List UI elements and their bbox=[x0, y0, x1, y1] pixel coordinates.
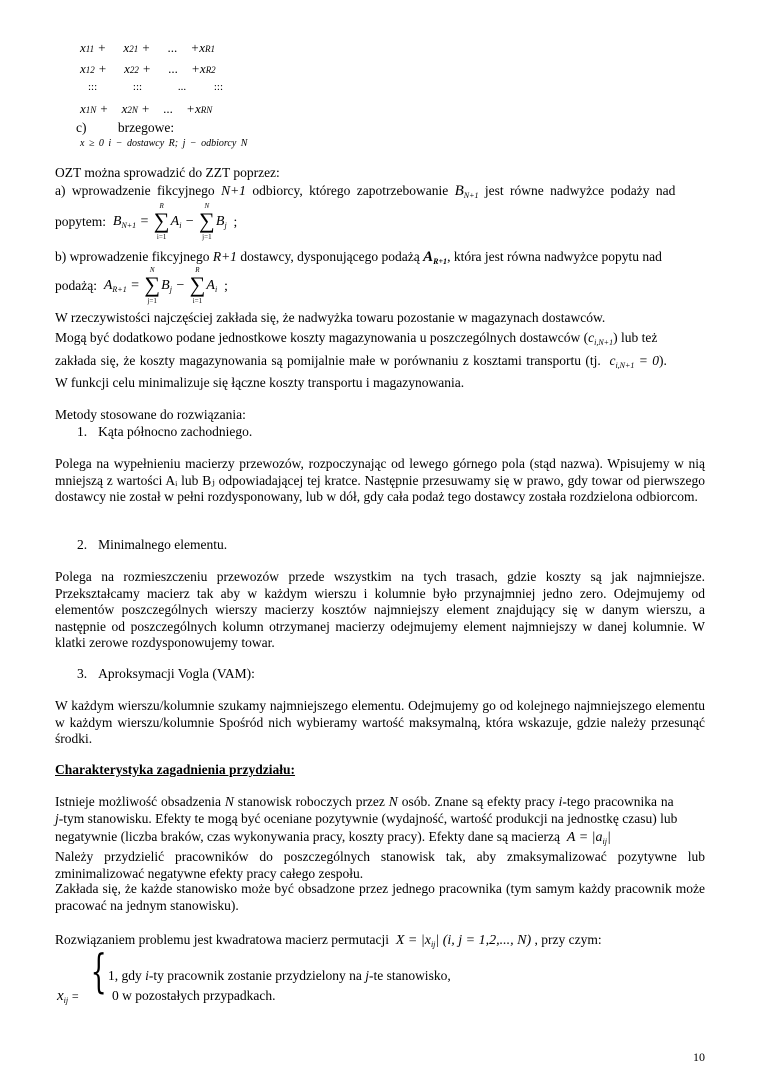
reality-line1: W rzeczywistości najczęściej zakłada się, że nadwyżka towaru pozostanie w magazynach dostawców. bbox=[55, 310, 606, 325]
formula-bn1: $B_{N+1}$ = R ∑ i=1 $A_i$ − N ∑ j=1 $B_j$ bbox=[109, 202, 227, 241]
methods-title: Metody stosowane do rozwiązania: bbox=[55, 407, 246, 422]
formula-x-perm: $X = |x_{ij}|$ (i, j = 1,2,..., N) bbox=[392, 933, 532, 949]
assign-p3: Zakłada się, że każde stanowisko może być obsadzone przez jednego pracownika (tym samym każdy pracownik może pracować na jednym stanowisku). bbox=[55, 881, 705, 913]
option-b-line2: podażą: $A_{R+1}$ = N ∑ j=1 $B_j$ − R ∑ i=1 $A_i$ ; bbox=[55, 266, 228, 305]
matrix-row-dots: ::: ::: ... ::: bbox=[88, 81, 224, 93]
case-brace: { bbox=[90, 944, 107, 998]
ozt-intro: OZT można sprowadzić do ZZT poprzez: bbox=[55, 165, 280, 180]
section-heading: Charakterystyka zagadnienia przydziału: bbox=[55, 762, 296, 777]
assign-p2: Należy przydzielić pracowników do poszczególnych stanowisk tak, aby zmaksymalizować pozytywne lub zminimalizować negatywne efekty pracy całego zespołu. bbox=[55, 849, 705, 881]
option-a-line2: popytem: $B_{N+1}$ = R ∑ i=1 $A_i$ − N ∑ j=1 $B_j$ ; bbox=[55, 202, 238, 241]
formula-ar1: $A_{R+1}$ = N ∑ j=1 $B_j$ − R ∑ i=1 $A_i$ bbox=[100, 266, 218, 305]
option-b-line1: b) wprowadzenie fikcyjnego R+1 dostawcy, dysponującego podażą $A_{R+1}$, która jest równa nadwyżce popytu nad bbox=[55, 249, 662, 266]
option-a-line1: a) wprowadzenie fikcyjnego N+1 odbiorcy, którego zapotrzebowanie $B_{N+1}$ jest równe nadwyżce podaży nad bbox=[55, 183, 676, 200]
assign-p4: Rozwiązaniem problemu jest kwadratowa macierz permutacji $X = |x_{ij}|$ (i, j = 1,2,..., N) , przy czym: bbox=[55, 932, 602, 949]
case-2: 0 w pozostałych przypadkach. bbox=[112, 988, 276, 1003]
page-number: 10 bbox=[693, 1050, 705, 1064]
reality-line2: Mogą być dodatkowo podane jednostkowe koszty magazynowania u poszczególnych dostawców $(c_{i,N+1})$ lub też bbox=[55, 330, 658, 347]
assign-line3: negatywnie (liczba braków, czas wykonywania pracy, koszty pracy). Efekty dane są macierzą $A = |a_{ij}|$ bbox=[55, 829, 611, 846]
method-2-item: 2. Minimalnego elementu. bbox=[77, 537, 228, 552]
reality-line4: W funkcji celu minimalizuje się łączne koszty transportu i magazynowania. bbox=[55, 375, 465, 390]
method-3-text: W każdym wierszu/kolumnie szukamy najmniejszego elementu. Odejmujemy go od kolejnego najmniejszego elementu w każdym wierszu/kolumnie Spośród nich wybieramy wartość maksymalną, która wskazuje, gdzie należy przesunąć środki. bbox=[55, 698, 705, 746]
reality-line3: zakłada się, że koszty magazynowania są pomijalnie małe w porównaniu z kosztami transportu (tj. $c_{i,N+1} = 0$). bbox=[55, 353, 667, 370]
a-r-plus-1: $A_{R+1}$ bbox=[423, 249, 448, 266]
assign-line2: j-tym stanowisku. Efekty te mogą być oceniane pozytywnie (wydajność, wartość produkcji na jednostkę czasu) lub bbox=[55, 811, 678, 826]
constraint-c-label: c) brzegowe: bbox=[76, 120, 175, 135]
formula-a-aij: $A = |a_{ij}|$ bbox=[563, 830, 611, 846]
method-3-item: 3. Aproksymacji Vogla (VAM): bbox=[77, 666, 255, 681]
xij-label: $x_{ij}$ = bbox=[57, 988, 79, 1005]
matrix-row-n: x1N + x2N + ... +xRN bbox=[80, 101, 213, 116]
case-1: 1, gdy i-ty pracownik zostanie przydzielony na j-te stanowisko, bbox=[108, 968, 451, 983]
constraint-c-formula: x ≥ 0 i − dostawcy R; j − odbiorcy N bbox=[80, 138, 248, 149]
method-1-item: 1. Kąta północno zachodniego. bbox=[77, 424, 253, 439]
method-2-text: Polega na rozmieszczeniu przewozów przede wszystkim na tych trasach, gdzie koszty są jak najmniejsze. Przekształcamy macierz tak aby w każdym wierszu i kolumnie było przynajmniej jedno zero. Odejmujemy od elementów poszczególnych wierszy macierzy kosztów najmniejszy element znajdujący się w danym wierszu, a następnie od poszczególnych kolumn otrzymanej macierzy odejmujemy element najmniejszy w danej kolumnie. W klatki zerowe rozdysponowujemy towar. bbox=[55, 569, 705, 650]
method-1-text: Polega na wypełnieniu macierzy przewozów, rozpoczynając od lewego górnego pola (stąd nazwa). Wpisujemy w nią mniejszą z wartości Aᵢ lub Bⱼ odpowiadającej tej kratce. Następnie przesuwamy się w prawo, gdy towar od pierwszego dostawcy nie został w pełni rozdysponowany, lub w dół, gdy cała podaż tego dostawcy została rozdzielona odbiorcom. bbox=[55, 456, 705, 504]
assign-line1: Istnieje możliwość obsadzenia N stanowisk roboczych przez N osób. Znane są efekty pracy i-tego pracownika na bbox=[55, 794, 674, 809]
b-n-plus-1: $B_{N+1}$ bbox=[454, 183, 479, 200]
matrix-row-1: x11 + x21 + ... +xR1 bbox=[80, 40, 216, 55]
matrix-row-2: x12 + x22 + ... +xR2 bbox=[80, 61, 216, 76]
